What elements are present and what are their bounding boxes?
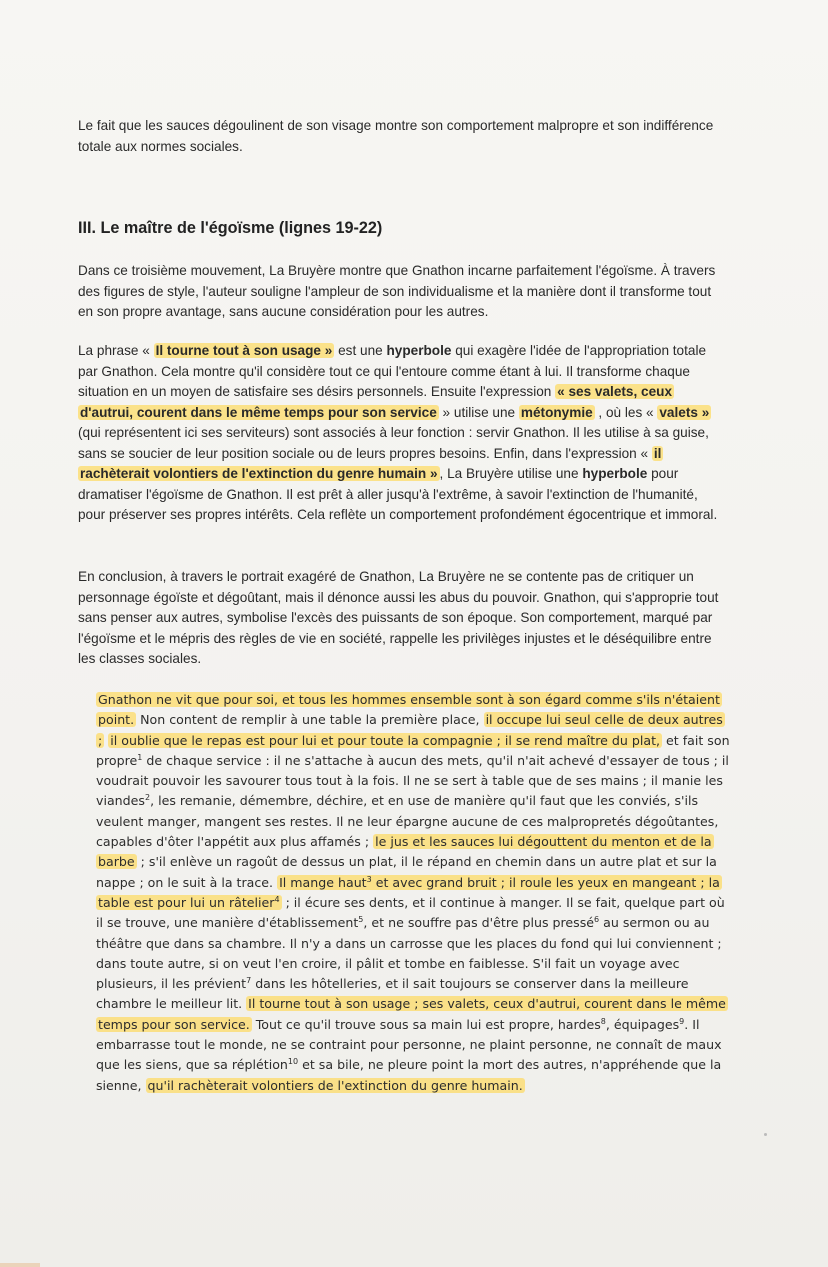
intro-paragraph: Le fait que les sauces dégoulinent de son visage montre son comportement malpropre et son indifférence totale aux normes sociales.: [78, 118, 714, 154]
footnote-marker: 7: [246, 975, 252, 985]
footnote-marker: 1: [137, 752, 143, 762]
footnote-marker: 2: [144, 793, 151, 803]
excerpt-highlight: Il tourne tout à son usage ; ses valets, ceux d'autrui, courent dans le même temps pour son service.: [98, 996, 726, 1032]
excerpt-highlight: il oublie que le repas est pour lui et pour toute la compagnie ; il se rend maître du plat,: [110, 732, 661, 748]
excerpt-highlight: il occupe lui seul celle de deux autres ;: [98, 712, 723, 748]
footnote-marker: 4: [274, 894, 280, 904]
section-heading: III. Le maître de l'égoïsme (lignes 19-22): [78, 219, 383, 237]
highlight-quote-valets: « ses valets, ceux d'autrui, courent dans le même temps pour son service: [80, 384, 673, 420]
highlight-valets: valets »: [659, 404, 710, 420]
excerpt-highlight: Il mange haut$^3$ et avec grand bruit ; il roule les yeux en mangeant ; la table est pour lui un râtelier$^4$: [98, 874, 720, 910]
excerpt-highlight: le jus et les sauces lui dégouttent du menton et de la barbe: [98, 834, 712, 870]
highlight-quote-usage: Il tourne tout à son usage »: [155, 343, 333, 358]
term-hyperbole: hyperbole: [386, 343, 452, 358]
footnote-marker: 10: [287, 1057, 299, 1067]
section-heading-block: [78, 219, 728, 238]
conclusion-paragraph: En conclusion, à travers le portrait exagéré de Gnathon, La Bruyère ne se contente pas de critiquer un personnage égoïste et dégoûtant, mais il dénonce aussi les abus du pouvoir. Gnathon, qui s'approprie tout sans penser aux autres, symbolise l'excès des puissants de son époque. Son comportement, marqué par l'égoïsme et le mépris des règles de vie en société, rappelle les privilèges injustes et le déséquilibre entre les classes sociales.: [78, 569, 719, 666]
highlight-metonymie: métonymie: [520, 404, 593, 420]
footnote-marker: 8: [600, 1016, 606, 1026]
footnote-marker: 3: [366, 874, 372, 884]
paragraph-intro-mouvement: Dans ce troisième mouvement, La Bruyère montre que Gnathon incarne parfaitement l'égoïsme. À travers des figures de style, l'auteur souligne l'ampleur de son individualisme et la manière dont il transforme tout en son propre avantage, sans aucune considération pour les autres.: [78, 263, 716, 319]
footnote-marker: 5: [358, 915, 364, 925]
analysis-paragraph: La phrase « Il tourne tout à son usage » est une hyperbole qui exagère l'idée de l'appropriation totale par Gnathon. Cela montre qu'il considère tout ce qui l'entoure comme étant à lui. Il transforme chaque situation en un moyen de satisfaire ses désirs personnels. Ensuite l'expression « ses valets, ceux d'autrui, courent dans le même temps pour son service » utilise une métonymie , où les « valets » (qui représentent ici ses serviteurs) sont associés à leur fonction : servir Gnathon. Il les utilise à sa guise, sans se soucier de leur position sociale ou de leurs propres besoins. Enfin, dans l'expression « il rachèterait volontiers de l'extinction du genre humain » , La Bruyère utilise une hyperbole pour dramatiser l'égoïsme de Gnathon. Il est prêt à aller jusqu'à l'extrême, à savoir l'extinction de l'humanité, pour préserver ses propres intérêts. Cela reflète un comportement profondément égocentrique et immoral.: [78, 343, 718, 522]
excerpt-highlight: qu'il rachèterait volontiers de l'extinction du genre humain.: [147, 1077, 523, 1093]
footnote-marker: 6: [594, 915, 600, 925]
paper-speck: [764, 1133, 767, 1136]
highlight-quote-extinction: il rachèterait volontiers de l'extinction du genre humain »: [80, 445, 662, 481]
excerpt-text: Gnathon ne vit que pour soi, et tous les hommes ensemble sont à son égard comme s'ils n'étaient point. Non content de remplir à une table la première place, il occupe lui seul celle de deux autres ; il oublie que le repas est pour lui et pour toute la compagnie ; il se rend maître du plat, et fait son propre$^1$ de chaque service : il ne s'attache à aucun des mets, qu'il n'ait achevé d'essayer de tous ; il voudrait pouvoir les savourer tous tout à la fois. Il ne se sert à table que de ses mains ; il manie les viandes$^2$, les remanie, démembre, déchire, et en use de manière qu'il faut que les conviés, s'ils veulent manger, mangent ses restes. Il ne leur épargne aucune de ces malpropretés dégoûtantes, capables d'ôter l'appétit aux plus affamés ; le jus et les sauces lui dégouttent du menton et de la barbe ; s'il enlève un ragoût de dessus un plat, il le répand en chemin dans un autre plat et sur la nappe ; on le suit à la trace. Il mange haut$^3$ et avec grand bruit ; il roule les yeux en mangeant ; la table est pour lui un râtelier$^4$ ; il écure ses dents, et il continue à manger. Il se fait, quelque part où il se trouve, une manière d'établissement$^5$, et ne souffre pas d'être plus pressé$^6$ au sermon ou au théâtre que dans sa chambre. Il n'y a dans un carrosse que les places du fond qui lui conviennent ; dans toute autre, si on veut l'en croire, il pâlit et tombe en faiblesse. S'il fait un voyage avec plusieurs, il les prévient$^7$ dans les hôtelleries, et il sait toujours se conserver dans la meilleure chambre le meilleur lit. Il tourne tout à son usage ; ses valets, ceux d'autrui, courent dans le même temps pour son service. Tout ce qu'il trouve sous sa main lui est propre, hardes$^8$, équipages$^9$. Il embarrasse tout le monde, ne se contraint pour personne, ne plaint personne, ne connaît de maux que les siens, que sa réplétion$^{10}$ et sa bile, ne pleure point la mort des autres, n'appréhende que la sienne, qu'il rachèterait volontiers de l'extinction du genre humain.: [96, 692, 730, 1093]
paper-edge: [0, 1263, 40, 1267]
term-hyperbole-2: hyperbole: [582, 466, 648, 481]
footnote-marker: 9: [679, 1016, 685, 1026]
excerpt-highlight: Gnathon ne vit que pour soi, et tous les hommes ensemble sont à son égard comme s'ils n'étaient point.: [98, 692, 720, 728]
